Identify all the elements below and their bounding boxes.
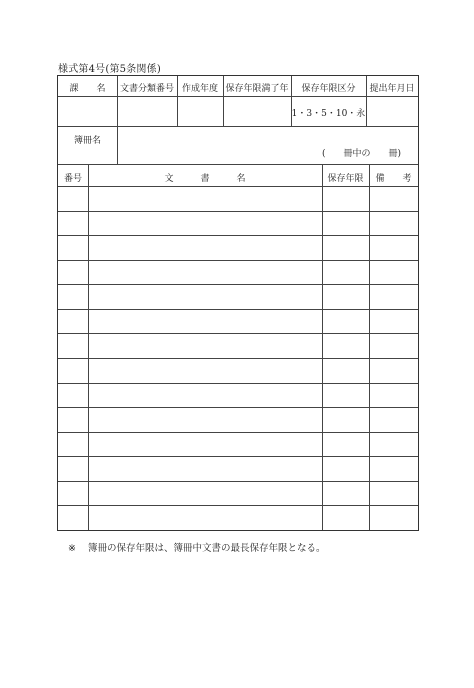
table-col-line-1 [88, 164, 89, 530]
retention-class-label: 保存年限区分 [301, 84, 356, 94]
expiry-year-label: 保存年限満了年 [225, 84, 289, 94]
submission-date-label: 提出年月日 [369, 84, 415, 94]
header-bottom-line [58, 126, 418, 127]
ledger-bottom-line [58, 164, 418, 165]
table-row-line [58, 432, 418, 433]
retention-options: 1・3・5・10・永 [291, 109, 366, 119]
table-row-line [58, 358, 418, 359]
footnote-mark: ※ [68, 543, 76, 554]
ledger-label: 簿冊名 [74, 136, 102, 146]
header-divider [58, 96, 418, 97]
section-label: 課 名 [69, 84, 106, 94]
col-title-header: 文 書 名 [164, 174, 246, 184]
table-row-line [58, 235, 418, 236]
col-retention-header: 保存年限 [327, 174, 364, 184]
table-row-line [58, 260, 418, 261]
ledger-col-line [117, 126, 118, 164]
table-col-line-2 [322, 164, 323, 530]
table-row-line [58, 211, 418, 212]
table-row-line [58, 383, 418, 384]
table-col-line-3 [369, 164, 370, 530]
col-remarks-header: 備 考 [375, 174, 412, 184]
footnote [68, 540, 326, 554]
column-header-line [58, 186, 418, 187]
table-row-line [58, 456, 418, 457]
form-label: 様式第4号(第5条関係) [58, 64, 161, 75]
table-row-line [58, 407, 418, 408]
table-row-line [58, 505, 418, 506]
year-created-label: 作成年度 [181, 84, 218, 94]
table-row-line [58, 333, 418, 334]
table-row-line [58, 481, 418, 482]
table-row-line [58, 309, 418, 310]
form-grid [57, 75, 419, 531]
file-number-label: 文書分類番号 [119, 84, 174, 94]
table-row-line [58, 284, 418, 285]
footnote-text: 簿冊の保存年限は、簿冊中文書の最長保存年限となる。 [88, 543, 326, 554]
col-number-header: 番号 [63, 174, 82, 184]
volume-count: ( 冊中の 冊) [322, 149, 402, 159]
